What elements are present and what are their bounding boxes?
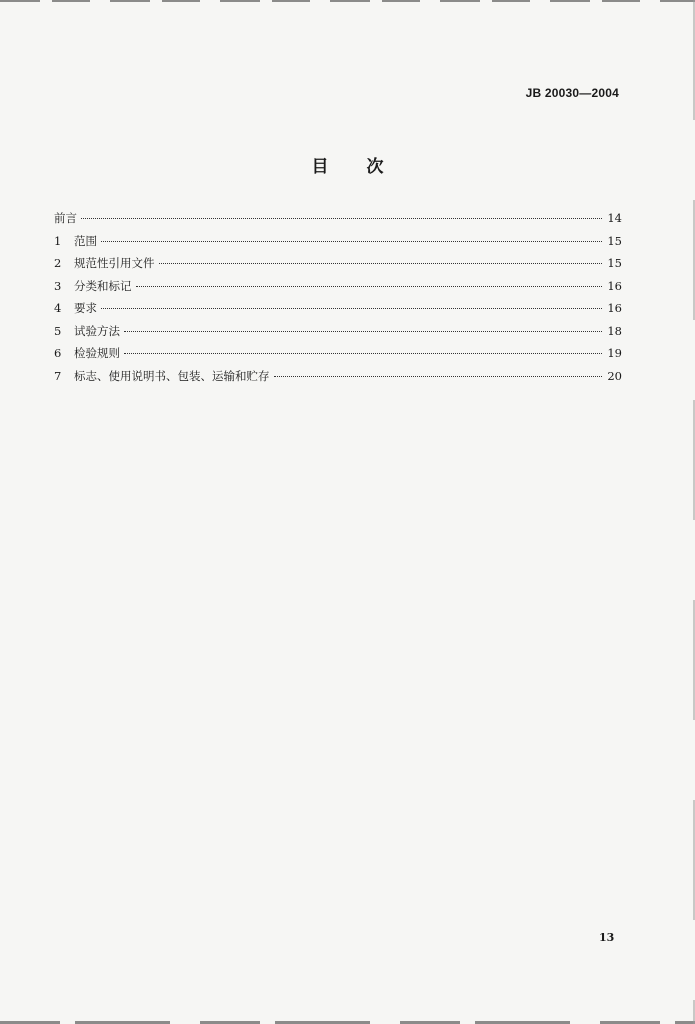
toc-entry-label: 要求 [74, 301, 97, 315]
toc-entry-label: 前言 [54, 211, 77, 225]
toc-entry-page: 14 [607, 211, 622, 225]
page-number: 13 [599, 931, 615, 944]
toc-entry-page: 16 [607, 278, 622, 293]
toc-entry-page: 15 [607, 256, 622, 270]
toc-entry-number: 1 [54, 233, 62, 248]
toc-entry[interactable] [54, 323, 622, 346]
toc-leader-dots [136, 285, 603, 287]
toc-entry[interactable] [54, 233, 622, 256]
toc-entry[interactable] [54, 255, 622, 278]
standard-code: JB 20030—2004 [525, 86, 619, 100]
toc-entry[interactable] [54, 368, 622, 391]
toc-entry-label: 试验方法 [74, 323, 120, 338]
toc-entry-label: 范围 [74, 233, 97, 248]
title-part-1: 目 [311, 157, 329, 177]
toc-entry-page: 19 [607, 346, 622, 360]
toc-entry-page: 16 [607, 301, 622, 315]
toc-leader-dots [101, 240, 602, 242]
toc-leader-dots [124, 330, 602, 332]
table-of-contents [54, 210, 622, 390]
toc-entry[interactable] [54, 210, 622, 233]
toc-leader-dots [124, 352, 602, 354]
toc-leader-dots [81, 217, 602, 219]
toc-entry-number: 6 [54, 346, 62, 360]
toc-leader-dots [101, 307, 602, 309]
scan-edge-top [0, 0, 695, 2]
toc-entry-label: 检验规则 [74, 346, 120, 360]
toc-entry-number: 5 [54, 323, 62, 338]
toc-entry-page: 20 [607, 368, 622, 383]
toc-leader-dots [274, 375, 603, 377]
toc-entry[interactable] [54, 278, 622, 301]
toc-entry-number: 7 [54, 368, 62, 383]
toc-entry-page: 15 [607, 233, 622, 248]
page-title [0, 152, 695, 177]
toc-entry-number: 3 [54, 278, 62, 293]
toc-entry-number: 4 [54, 301, 62, 315]
title-part-2: 次 [366, 157, 384, 177]
toc-entry-label: 标志、使用说明书、包装、运输和贮存 [74, 368, 270, 383]
toc-entry-label: 分类和标记 [74, 278, 132, 293]
toc-leader-dots [159, 262, 603, 264]
toc-entry[interactable] [54, 300, 622, 323]
toc-entry-number: 2 [54, 256, 62, 270]
toc-entry[interactable] [54, 345, 622, 368]
toc-entry-page: 18 [607, 323, 622, 338]
toc-entry-label: 规范性引用文件 [74, 256, 155, 270]
